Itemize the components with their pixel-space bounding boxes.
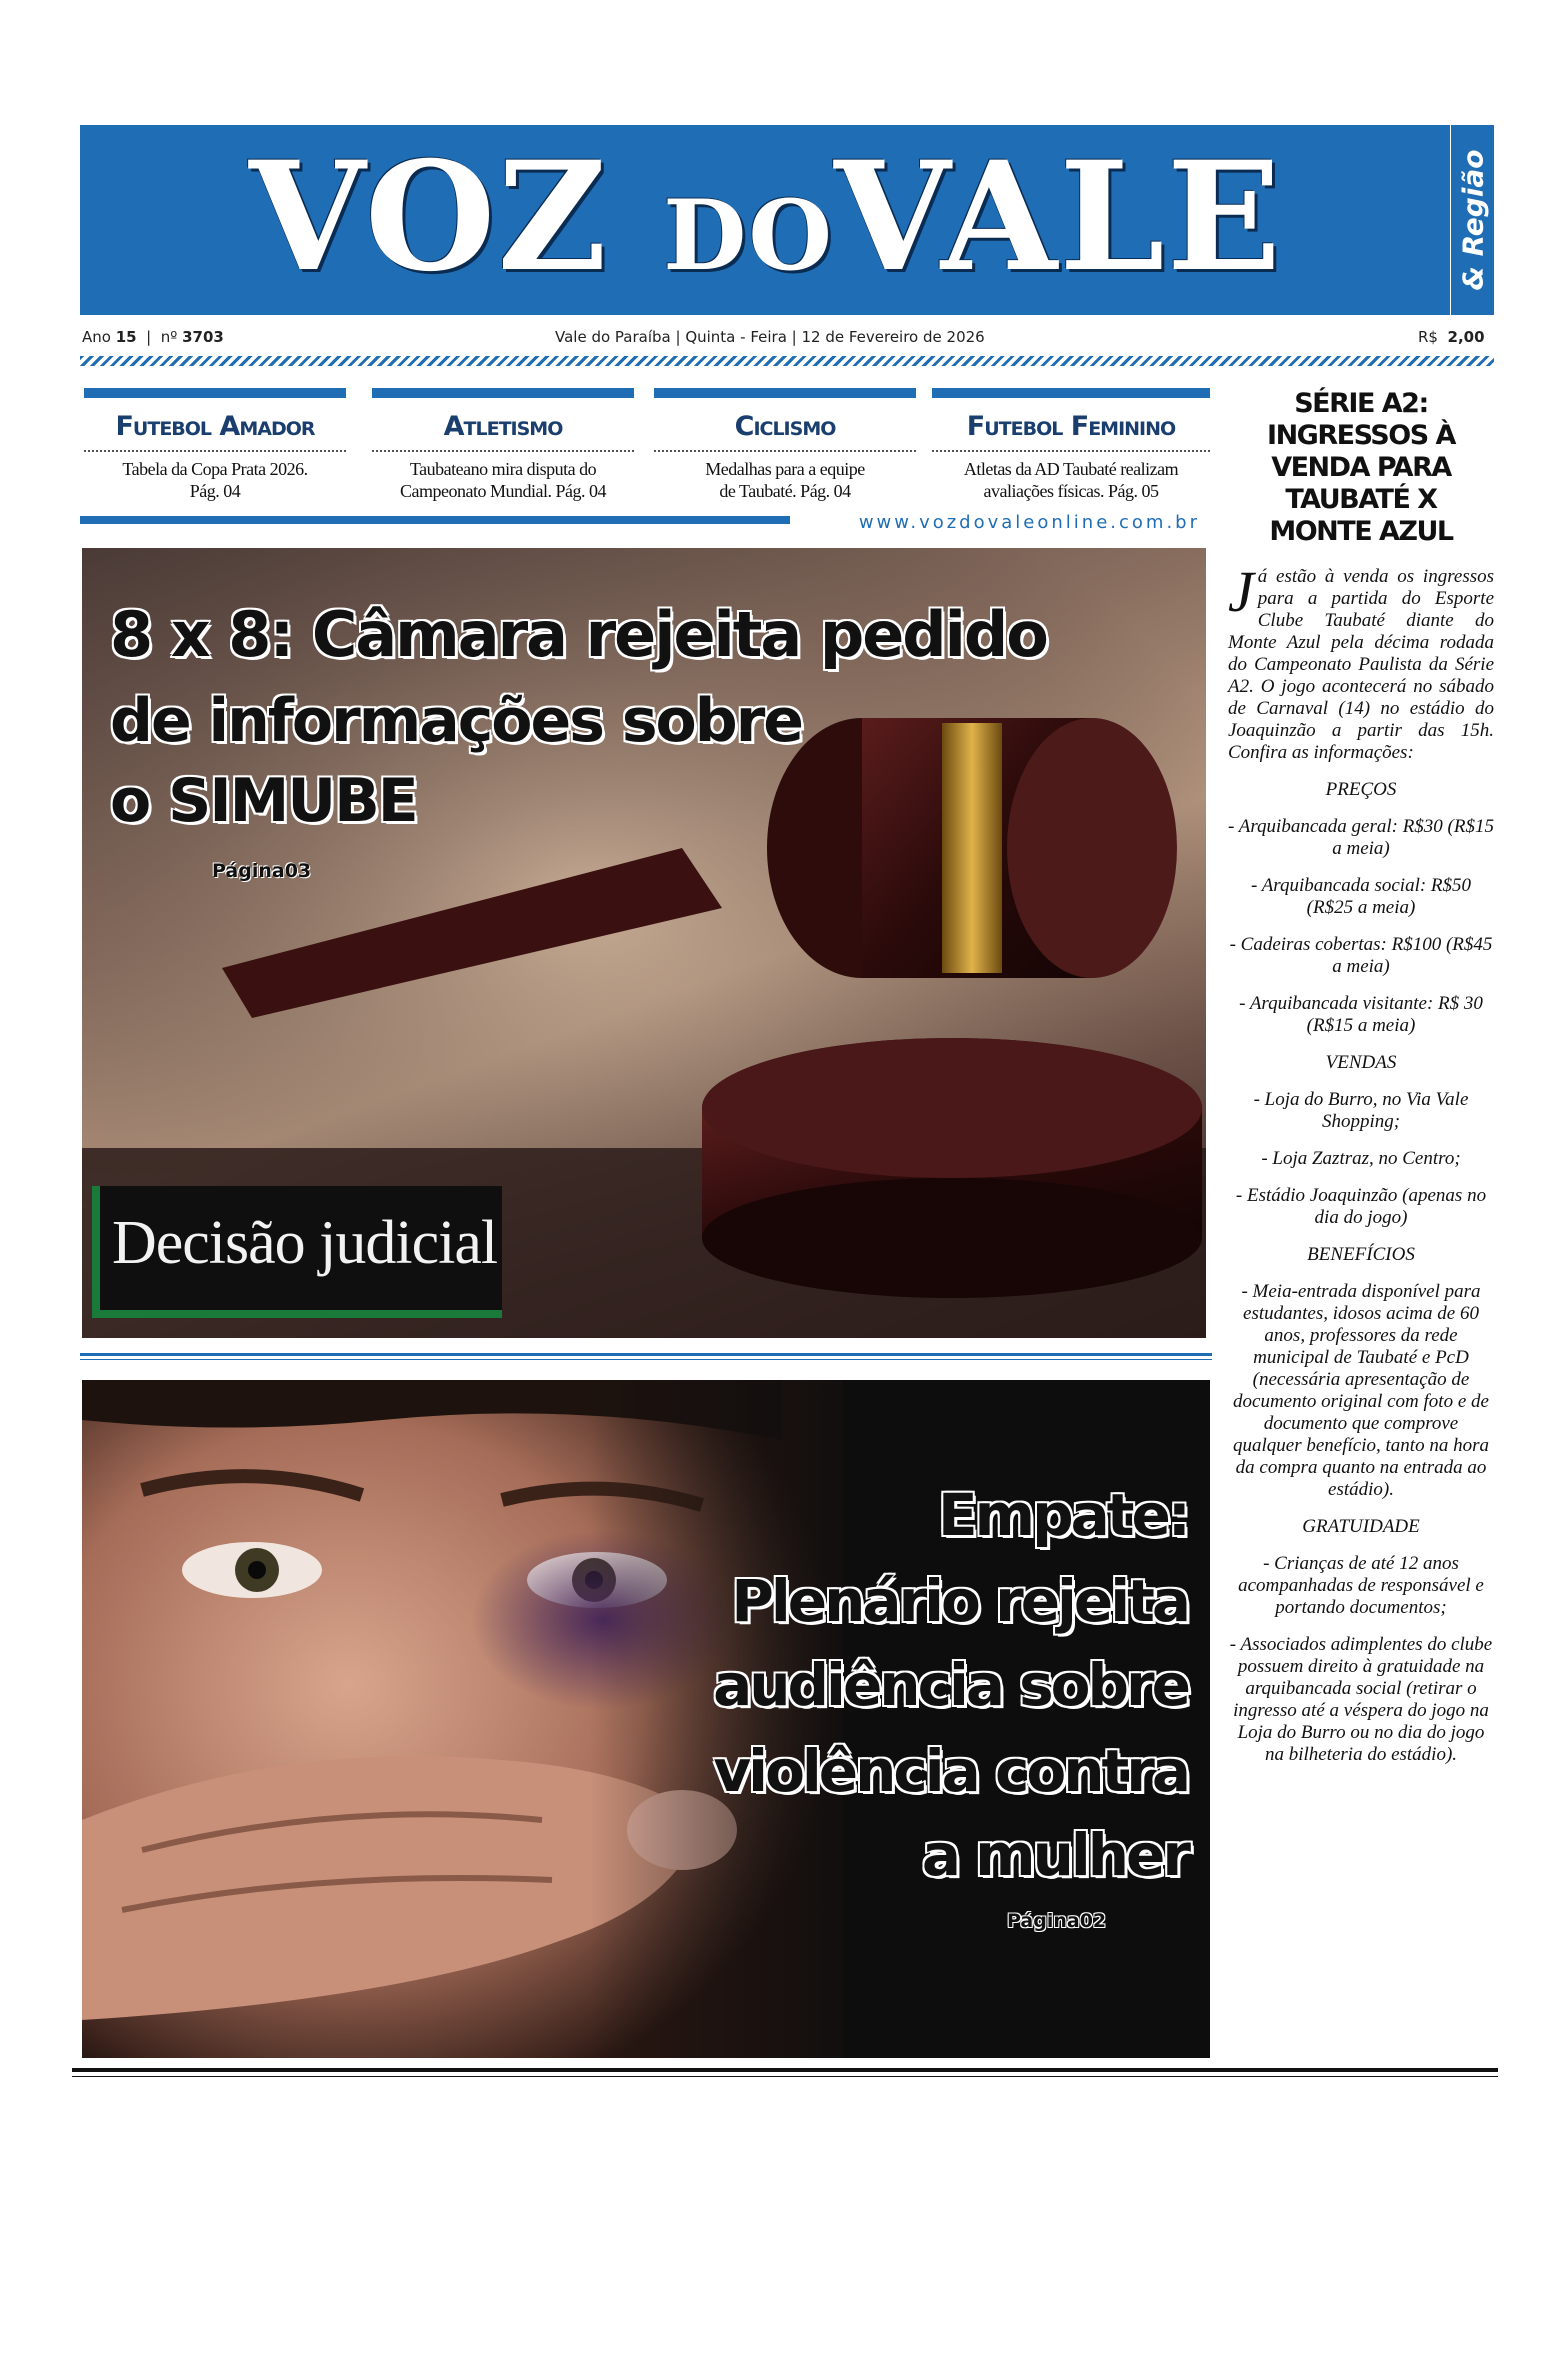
price-item: - Arquibancada social: R$50 (R$25 a meia) <box>1250 875 1472 918</box>
lead-caption: Decisão judicial <box>112 1209 498 1277</box>
second-headline-line4: violência contra <box>713 1737 1188 1805</box>
precos-heading: PREÇOS <box>1325 779 1397 800</box>
section-title: Futebol Amador <box>115 411 315 442</box>
region-tag: & Região <box>1452 125 1494 315</box>
free-entry-item: - Associados adimplentes do clube possuem direito à gratuidade na arquibancada social (retirar o ingresso até a véspera do jogo na Loja do Burro ou no dia do jogo na bilheteria do estádio). <box>1229 1634 1493 1765</box>
gratuidade-heading: GRATUIDADE <box>1302 1516 1420 1537</box>
drop-cap: J <box>1228 559 1254 624</box>
lead-headline-line1: 8 x 8: Câmara rejeita pedido <box>110 598 1047 671</box>
section-desc: Tabela da Copa Prata 2026. Pág. 04 <box>122 459 308 501</box>
benefit-item: - Meia-entrada disponível para estudantes, idosos acima de 60 anos, professores da rede municipal de Taubaté e PcD (necessária apresentação de documento original com foto e de documento que comprove qualquer benefício, tanto na hora da compra quanto na entrada ao estádio). <box>1233 1281 1489 1500</box>
sidebar-body <box>1228 559 1494 1766</box>
sidebar-headline: SÉRIE A2: INGRESSOS À VENDA PARA TAUBATÉ X MONTE AZUL <box>1267 388 1455 547</box>
free-entry-item: - Crianças de até 12 anos acompanhadas de responsável e portando documentos; <box>1238 1553 1484 1618</box>
page-bottom-rule-thin <box>72 2076 1498 2077</box>
section-desc: Atletas da AD Taubaté realizam avaliações físicas. Pág. 05 <box>963 459 1179 501</box>
second-page-ref[interactable]: Página02 <box>1007 1910 1107 1932</box>
hatched-divider <box>80 356 1494 366</box>
url-rule <box>80 516 790 524</box>
section-futebol-feminino[interactable] <box>932 388 1210 502</box>
section-title: Futebol Feminino <box>966 411 1176 442</box>
section-desc: Medalhas para a equipe de Taubaté. Pág. 04 <box>705 459 865 501</box>
sidebar-intro: Já estão à venda os ingressos para a partida do Esporte Clube Taubaté diante do Monte Azul pela décima rodada do Campeonato Paulista da Série A2. O jogo acontecerá no sábado de Carnaval (14) no estádio do Joaquinzão a partir das 15h. Confira as informações: <box>1228 559 1494 763</box>
sidebar-article <box>1228 388 1494 1766</box>
sales-item: - Estádio Joaquinzão (apenas no dia do jogo) <box>1235 1185 1487 1228</box>
price-item: - Arquibancada geral: R$30 (R$15 a meia) <box>1228 816 1494 859</box>
section-ciclismo[interactable] <box>654 388 916 502</box>
second-story-violence[interactable] <box>82 1380 1210 2058</box>
lead-caption-box <box>92 1186 502 1318</box>
story-divider-thin <box>80 1359 1212 1360</box>
page-bottom-rule <box>72 2068 1498 2072</box>
newspaper-title: VOZ DOVALE <box>249 129 1283 305</box>
section-atletismo[interactable] <box>372 388 634 502</box>
website-link[interactable]: www.vozdovaleonline.com.br <box>858 512 1200 533</box>
masthead-divider <box>1450 125 1451 315</box>
lead-story-gavel[interactable] <box>82 548 1206 1338</box>
location-date: Vale do Paraíba | Quinta - Feira | 12 de Fevereiro de 2026 <box>555 328 985 346</box>
second-headline-line3: audiência sobre <box>713 1651 1188 1719</box>
vendas-heading: VENDAS <box>1325 1052 1397 1073</box>
second-headline-line5: a mulher <box>921 1821 1188 1889</box>
edition-info: Ano 15 | nº 3703 <box>82 328 224 346</box>
section-title: Atletismo <box>443 411 563 442</box>
section-futebol-amador[interactable] <box>84 388 346 502</box>
price: R$ 2,00 <box>1418 328 1485 346</box>
price-item: - Arquibancada visitante: R$ 30 (R$15 a meia) <box>1239 993 1483 1036</box>
price-item: - Cadeiras cobertas: R$100 (R$45 a meia) <box>1229 934 1493 977</box>
masthead-banner <box>80 125 1452 315</box>
sales-item: - Loja do Burro, no Via Vale Shopping; <box>1253 1089 1469 1132</box>
sales-item: - Loja Zaztraz, no Centro; <box>1261 1148 1461 1169</box>
lead-headline-line3: o SIMUBE <box>110 766 417 836</box>
second-headline-line2: Plenário rejeita <box>731 1567 1188 1635</box>
section-title: Ciclismo <box>734 411 836 442</box>
lead-headline-line2: de informações sobre <box>110 686 802 756</box>
second-headline-line1: Empate: <box>938 1481 1188 1549</box>
beneficios-heading: BENEFÍCIOS <box>1307 1244 1415 1265</box>
story-divider <box>80 1353 1212 1356</box>
section-desc: Taubateano mira disputa do Campeonato Mundial. Pág. 04 <box>400 459 606 501</box>
lead-page-ref[interactable]: Página03 <box>212 860 312 882</box>
